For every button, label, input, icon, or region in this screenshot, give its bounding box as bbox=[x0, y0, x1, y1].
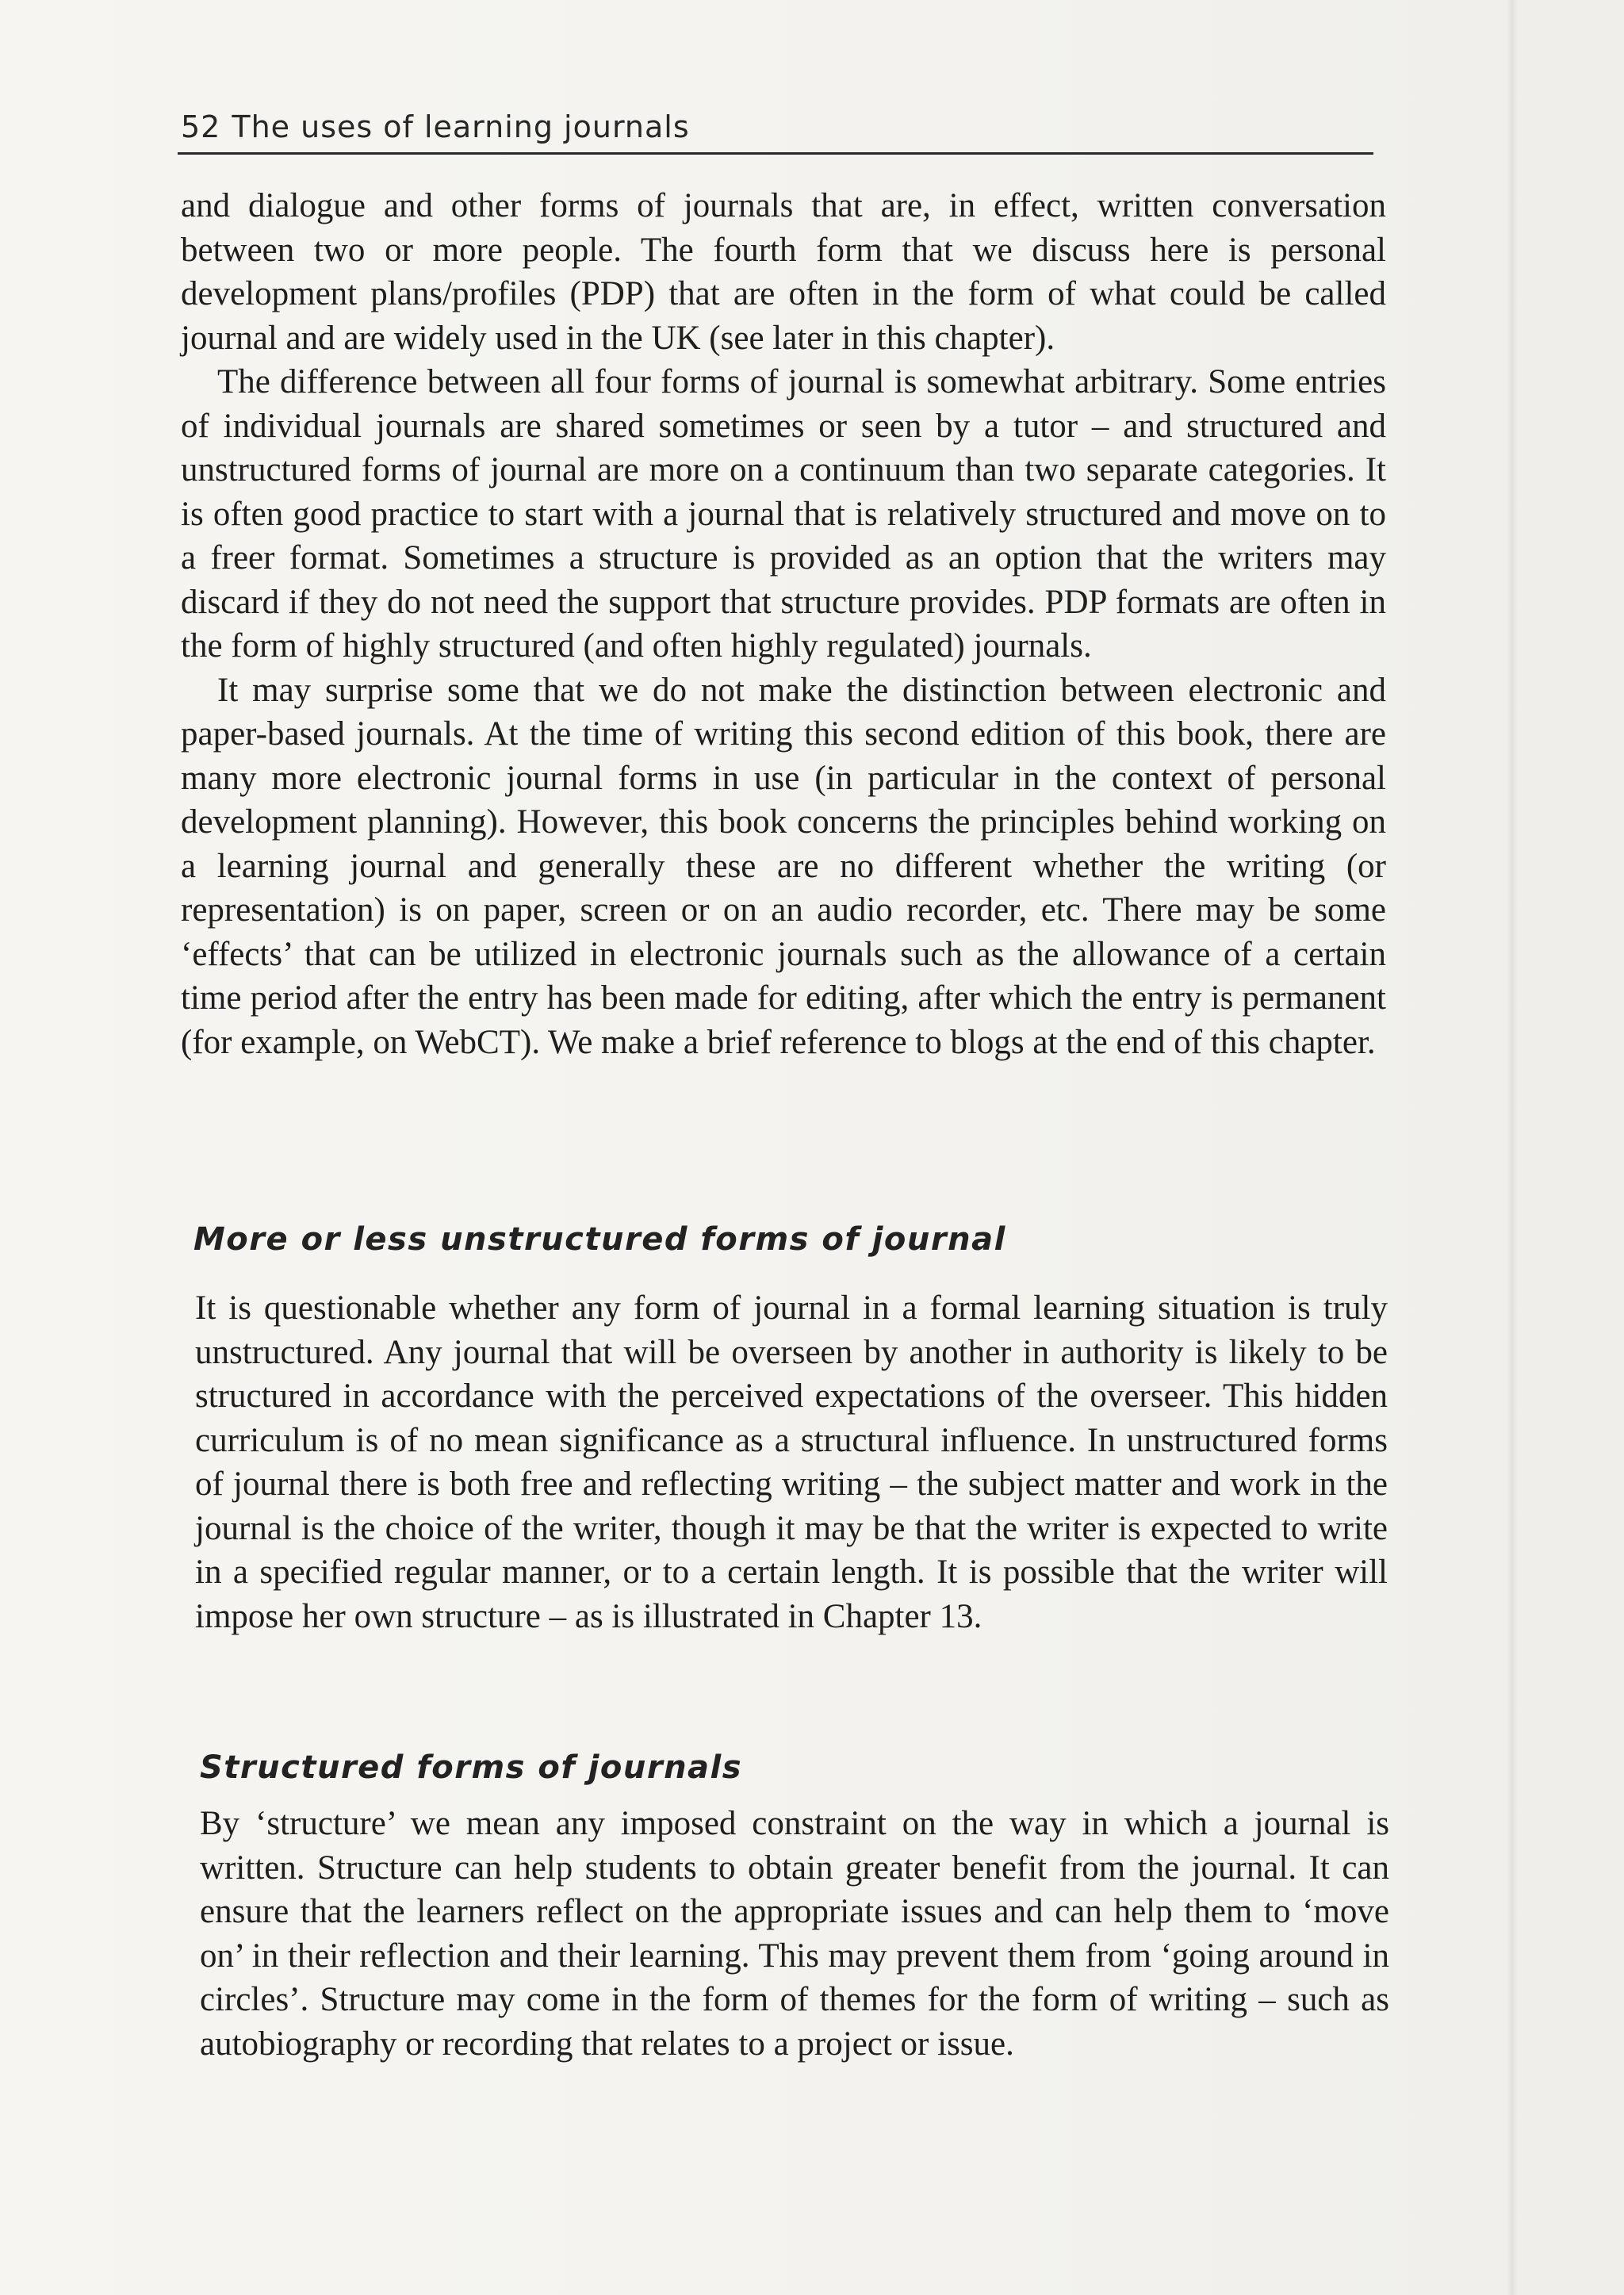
page-number: 52 bbox=[181, 109, 221, 144]
header-rule bbox=[178, 152, 1373, 155]
running-title: The uses of learning journals bbox=[232, 109, 690, 144]
paragraph: The difference between all four forms of journal is somewhat arbitrary. Some entries of individual journals are shared sometimes or seen by a tutor – and structured and unstructured forms of journal are more on a continuum than two separate categories. It is often good practice to start with a journal that is relatively structured and move on to a freer format. Sometimes a structure is provided as an option that the writers may discard if they do not need the support that structure provides. PDP formats are often in the form of highly structured (and often highly regulated) journals. bbox=[181, 363, 1386, 665]
paragraph: By ‘structure’ we mean any imposed constraint on the way in which a journal is written. Structure can help students to obtain greater benefit from the journal. It can ensure that the learners reflect on the appropriate issues and can help them to ‘move on’ in their reflection and their learning. This may prevent them from ‘going around in circles’. Structure may come in the form of themes for the form of writing – such as autobiography or recording that relates to a project or issue. bbox=[200, 1805, 1389, 2063]
paragraph: It may surprise some that we do not make the distinction between electronic and paper-based journals. At the time of writing this second edition of this book, there are many more electronic journal forms in use (in particular in the context of personal development planning). However, this book concerns the principles behind working on a learning journal and generally these are no different whether the writing (or representation) is on paper, screen or on an audio recorder, etc. There may be some ‘effects’ that can be utilized in electronic journals such as the allowance of a certain time period after the entry has been made for editing, after which the entry is permanent (for example, on WebCT). We make a brief reference to blogs at the end of this chapter. bbox=[181, 671, 1386, 1061]
unstructured-text-block bbox=[195, 1286, 1388, 1638]
intro-text-block bbox=[181, 184, 1386, 1064]
structured-text-block bbox=[200, 1802, 1389, 2066]
page-edge-shadow bbox=[1507, 0, 1518, 2295]
running-header bbox=[181, 109, 1378, 157]
paragraph: and dialogue and other forms of journals that are, in effect, written conversation between two or more people. The fourth form that we discuss here is personal development plans/profiles (PDP) that are often in the form of what could be called journal and are widely used in the UK (see later in this chapter). bbox=[181, 187, 1386, 357]
paragraph: It is questionable whether any form of journal in a formal learning situation is truly unstructured. Any journal that will be overseen by another in authority is likely to be structured in accordance with the perceived expectations of the overseer. This hidden curriculum is of no mean significance as a structural influence. In unstructured forms of journal there is both free and reflecting writing – the subject matter and work in the journal is the choice of the writer, though it may be that the writer is expected to write in a specified regular manner, or to a certain length. It is possible that the writer will impose her own structure – as is illustrated in Chapter 13. bbox=[195, 1289, 1388, 1635]
section-heading-unstructured: More or less unstructured forms of journal bbox=[193, 1221, 1006, 1258]
section-heading-structured: Structured forms of journals bbox=[200, 1749, 743, 1786]
